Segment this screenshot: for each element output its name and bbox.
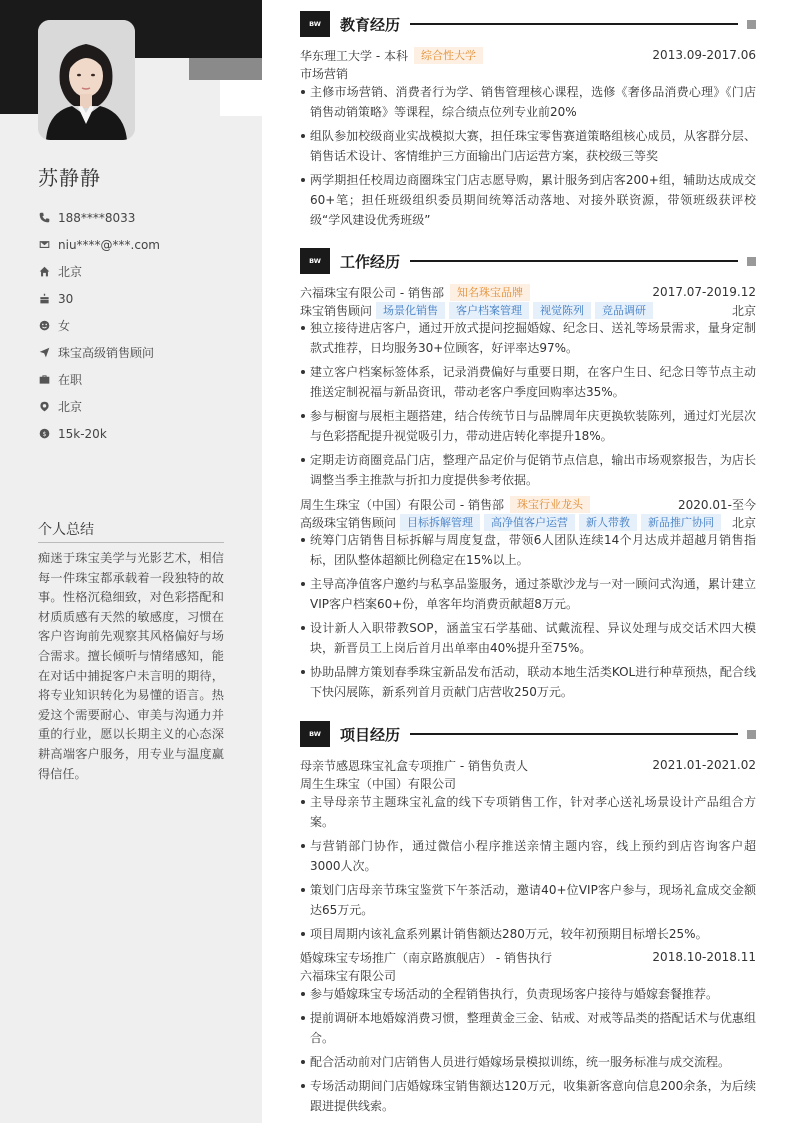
company-name: 六福珠宝有限公司 - 销售部 [300, 285, 444, 300]
list-item: 组队参加校级商业实战模拟大赛，担任珠宝零售赛道策略组核心成员，从客群分层、销售话术设计、客情维护三方面输出门店运营方案，获校级三等奖 [300, 126, 756, 166]
company-name: 周生生珠宝（中国）有限公司 - 销售部 [300, 497, 504, 512]
project-date: 2018.10-2018.11 [652, 950, 756, 964]
skill-tag: 目标拆解管理 [400, 514, 480, 531]
project-2-org-row [300, 966, 756, 984]
summary-paragraph: 痴迷于珠宝美学与光影艺术，相信每一件珠宝都承载着一段独特的故事。性格沉稳细致，对色彩搭配和材质质感有天然的敏感度，习惯在客户咨询前先观察其风格偏好与场合需求。擅长倾听与情绪感知，能在对话中捕捉客户未言明的期待，将专业知识转化为易懂的语言。热爱这个需要耐心、审美与沟通力并重的行业，愿以长期主义的心态深耕高端客户服务，用专业与温度赢得信任。 [38, 551, 224, 781]
section-square [747, 20, 756, 29]
list-item: 提前调研本地婚嫁消费习惯，整理黄金三金、钻戒、对戒等品类的搭配话术与优惠组合。 [300, 1008, 756, 1048]
list-item: 设计新人入职带教SOP，涵盖宝石学基础、试戴流程、异议处理与成交话术四大模块，新晋员工上岗后首月出单率由40%提升至75%。 [300, 618, 756, 658]
section-rule [410, 260, 738, 262]
section-badge: BW [300, 721, 330, 747]
phone-icon [38, 212, 50, 224]
info-job-target [38, 339, 248, 366]
section-badge: BW [300, 248, 330, 274]
job-city: 北京 [731, 303, 756, 318]
project-1-bullets [300, 792, 756, 948]
job-2-role-row [300, 513, 756, 531]
company-tag: 知名珠宝品牌 [450, 284, 530, 301]
money-icon [38, 428, 50, 440]
list-item: 专场活动期间门店婚嫁珠宝销售额达120万元，收集新客意向信息200余条，为后续跟进提供线索。 [300, 1076, 756, 1116]
age-text: 30 [58, 291, 74, 306]
skill-tag: 新人带教 [579, 514, 637, 531]
status-text: 在职 [58, 373, 83, 387]
decor-gray-block [189, 58, 262, 80]
list-item: 配合活动前对门店销售人员进行婚嫁场景模拟训练，统一服务标准与成交流程。 [300, 1052, 756, 1072]
section-square [747, 257, 756, 266]
list-item: 参与橱窗与展柜主题搭建，结合传统节日与品牌周年庆更换软装陈列，通过灯光层次与色彩搭配提升视觉吸引力，带动进店转化率提升18%。 [300, 406, 756, 446]
profile-photo [38, 20, 135, 140]
education-bullets [300, 82, 756, 234]
education-title: 教育经历 [340, 15, 401, 34]
job-2-bullets [300, 530, 756, 706]
project-org: 周生生珠宝（中国）有限公司 [300, 776, 457, 791]
list-item: 建立客户档案标签体系，记录消费偏好与重要日期，在客户生日、纪念日等节点主动推送定制祝福与新品资讯，带动老客户季度回购率达35%。 [300, 362, 756, 402]
info-email [38, 231, 248, 258]
contact-info-list [38, 204, 248, 447]
section-square [747, 730, 756, 739]
list-item: 两学期担任校周边商圈珠宝门店志愿导购，累计服务到店客200+组，辅助达成成交60+笔；担任班级组织委员期间统筹活动落地、对接外联资源，带领班级获评校级“学风建设优秀班级” [300, 170, 756, 230]
list-item: 与营销部门协作，通过微信小程序推送亲情主题内容，线上预约到店咨询客户超3000人次。 [300, 836, 756, 876]
cake-icon [38, 293, 50, 305]
list-item: 统筹门店销售目标拆解与周度复盘，带领6人团队连续14个月达成并超越月销售指标，团队整体超额比例稳定在15%以上。 [300, 530, 756, 570]
project-org: 六福珠宝有限公司 [300, 968, 397, 983]
portrait-image [38, 20, 135, 140]
sidebar [0, 0, 262, 1123]
section-rule [410, 23, 738, 25]
salary-text: 15k-20k [58, 426, 107, 441]
education-header-row [300, 46, 756, 64]
project-1-header-row [300, 756, 756, 774]
project-1-org-row [300, 774, 756, 792]
job-city: 北京 [731, 515, 756, 530]
phone-text: 188****8033 [58, 210, 136, 225]
list-item: 策划门店母亲节珠宝鉴赏下午茶活动，邀请40+位VIP客户参与，现场礼盒成交金额达65万元。 [300, 880, 756, 920]
list-item: 协助品牌方策划春季珠宝新品发布活动，联动本地生活类KOL进行种草预热，配合线下快闪展陈，新系列首月贡献门店营收250万元。 [300, 662, 756, 702]
project-2-bullets [300, 984, 756, 1120]
decor-black-block [0, 58, 38, 114]
school-tag: 综合性大学 [414, 47, 483, 64]
project-2-header-row [300, 948, 756, 966]
info-hometown [38, 258, 248, 285]
skill-tag: 视觉陈列 [533, 302, 591, 319]
job-date: 2020.01-至今 [678, 497, 756, 512]
gender-icon [38, 320, 50, 332]
company-tag: 珠宝行业龙头 [510, 496, 590, 513]
info-city [38, 393, 248, 420]
job-1-role-row [300, 301, 756, 319]
project-date: 2021.01-2021.02 [652, 758, 756, 772]
section-badge: BW [300, 11, 330, 37]
location-icon [38, 401, 50, 413]
projects-title: 项目经历 [340, 725, 401, 744]
info-status [38, 366, 248, 393]
skill-tag: 场景化销售 [376, 302, 445, 319]
summary-heading: 个人总结 [38, 519, 224, 543]
city-text: 北京 [58, 400, 83, 414]
svg-text:$: $ [42, 430, 46, 438]
list-item: 主导母亲节主题珠宝礼盒的线下专项销售工作，针对孝心送礼场景设计产品组合方案。 [300, 792, 756, 832]
info-gender [38, 312, 248, 339]
list-item: 独立接待进店客户，通过开放式提问挖掘婚嫁、纪念日、送礼等场景需求，量身定制款式推荐，日均服务30+位顾客，好评率达97%。 [300, 318, 756, 358]
list-item: 定期走访商圈竞品门店，整理产品定价与促销节点信息，输出市场观察报告，为店长调整当季主推款与折扣力度提供参考依据。 [300, 450, 756, 490]
skill-tag: 客户档案管理 [449, 302, 529, 319]
info-phone [38, 204, 248, 231]
mail-icon [38, 239, 50, 251]
list-item: 参与婚嫁珠宝专场活动的全程销售执行，负责现场客户接待与婚嫁套餐推荐。 [300, 984, 756, 1004]
job-1-bullets [300, 318, 756, 494]
job-1-header-row [300, 283, 756, 301]
job-role: 高级珠宝销售顾问 [300, 515, 397, 530]
email-text: niu****@***.com [58, 237, 160, 252]
school-name: 华东理工大学 - 本科 [300, 48, 408, 63]
send-icon [38, 347, 50, 359]
project-name: 母亲节感恩珠宝礼盒专项推广 - 销售负责人 [300, 758, 528, 773]
education-section-header [300, 11, 756, 37]
hometown-text: 北京 [58, 265, 83, 279]
work-section-header [300, 248, 756, 274]
job-2-header-row [300, 495, 756, 513]
briefcase-icon [38, 374, 50, 386]
job-date: 2017.07-2019.12 [652, 285, 756, 299]
skill-tag: 高净值客户运营 [484, 514, 575, 531]
job-target-text: 珠宝高级销售顾问 [58, 346, 155, 360]
major: 市场营销 [300, 66, 349, 81]
education-date: 2013.09-2017.06 [652, 48, 756, 62]
skill-tag: 竞品调研 [595, 302, 653, 319]
info-age [38, 285, 248, 312]
project-name: 婚嫁珠宝专场推广（南京路旗舰店） - 销售执行 [300, 950, 552, 965]
skill-tag: 新品推广协同 [641, 514, 721, 531]
education-major-row [300, 64, 756, 82]
work-title: 工作经历 [340, 252, 401, 271]
candidate-name: 苏静静 [38, 166, 101, 190]
info-salary [38, 420, 248, 447]
list-item: 主修市场营销、消费者行为学、销售管理核心课程，选修《奢侈品消费心理》《门店销售动销策略》等课程，综合绩点位列专业前20% [300, 82, 756, 122]
section-rule [410, 733, 738, 735]
home-icon [38, 266, 50, 278]
job-role: 珠宝销售顾问 [300, 303, 373, 318]
list-item: 主导高净值客户邀约与私享品鉴服务，通过茶歇沙龙与一对一顾问式沟通，累计建立VIP客户档案60+份，单客年均消费贡献超8万元。 [300, 574, 756, 614]
gender-text: 女 [58, 319, 71, 333]
projects-section-header [300, 721, 756, 747]
list-item: 项目周期内该礼盒系列累计销售额达280万元，较年初预期目标增长25%。 [300, 924, 756, 944]
